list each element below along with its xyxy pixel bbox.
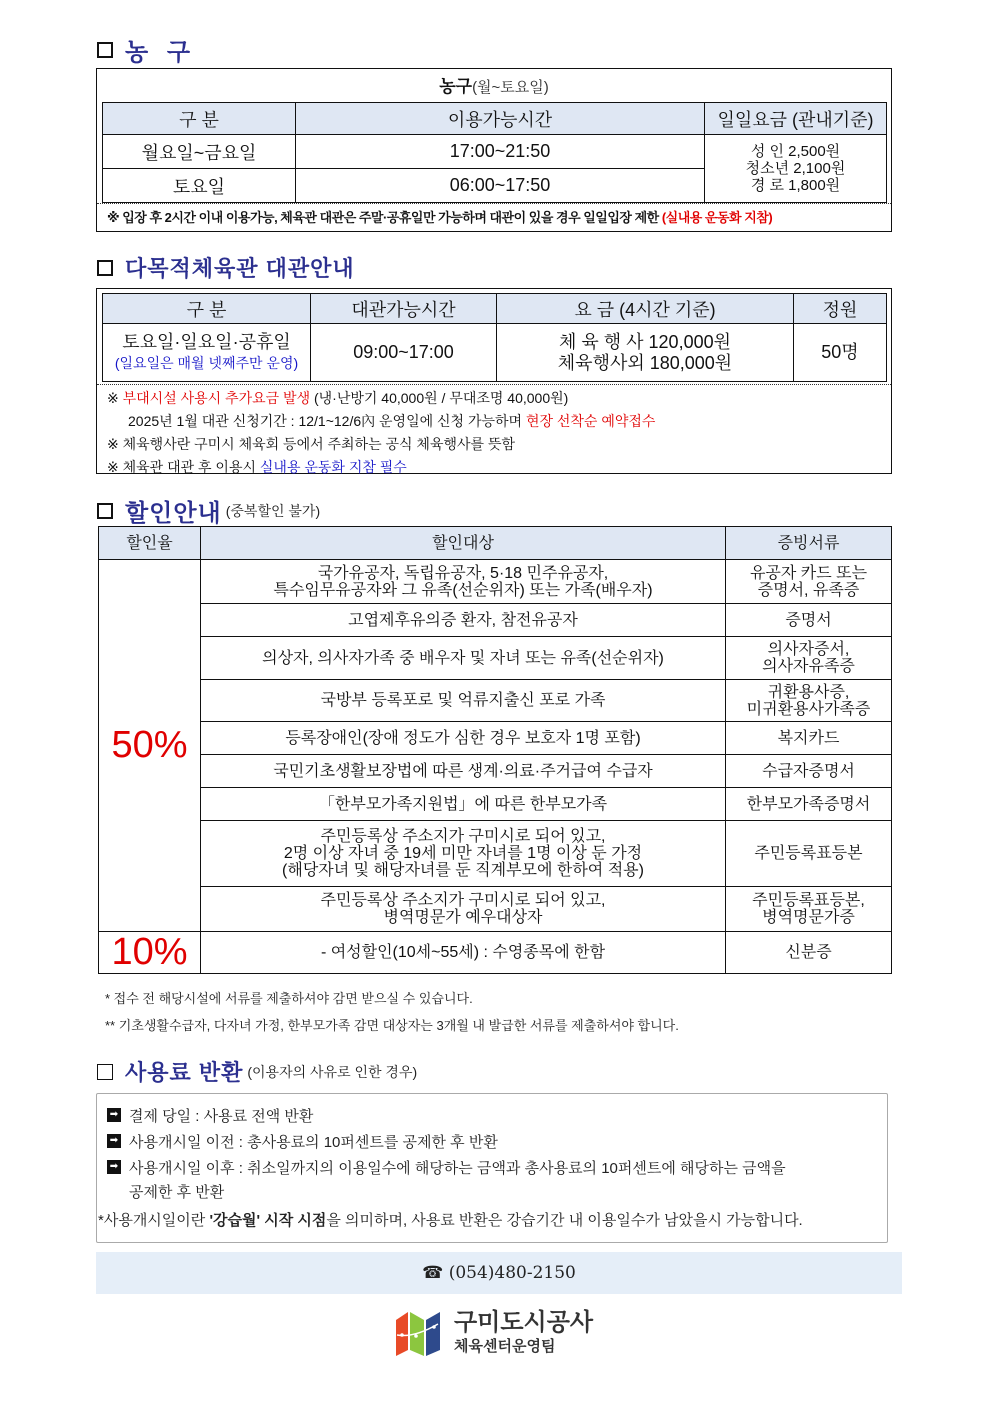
- header-category: 구 분: [103, 103, 296, 135]
- phone-icon: ☎: [422, 1263, 444, 1283]
- fee-cell: 성 인 2,500원 청소년 2,100원 경 로 1,800원: [705, 135, 887, 203]
- doc-cell: [726, 887, 892, 932]
- cell-text: 의상자, 의사자가족 중 배우자 및 자녀 또는 유족(선순위자): [262, 649, 664, 667]
- section-title-rental: 다목적체육관 대관안내: [97, 252, 355, 283]
- section-title-basketball: 농 구: [97, 32, 196, 67]
- discount-footnotes: * 접수 전 해당시설에 서류를 제출하셔야 감면 받으실 수 있습니다. ** 기초생활수급자, 다자녀 가정, 한부모가족 감면 대상자는 3개월 내 발급한 서류를 제출하셔야 합니다.: [105, 991, 679, 1033]
- section-title-discount: 할인안내 (중복할인 불가): [97, 493, 320, 528]
- row-day: 토요일: [103, 169, 296, 203]
- cell-text: 국방부 등록포로 및 억류지출신 포로 가족: [320, 692, 606, 709]
- cell-text: 수급자증명서: [762, 762, 855, 780]
- cell-text: 주민등록상 주소지가 구미시로 되어 있고, 병역명문가 예우대상자: [320, 892, 606, 926]
- doc-cell: [726, 604, 892, 637]
- target-cell: - 여성할인(10세~55세) : 수영종목에 한함: [201, 932, 726, 974]
- rental-table: [102, 293, 887, 382]
- header-rate: 할인율: [99, 527, 201, 560]
- rental-day-cell: 토요일·일요일·공휴일 (일요일은 매월 넷째주만 운영): [103, 324, 311, 382]
- refund-box: ➡ 결제 당일 : 사용료 전액 반환 ➡ 사용개시일 이전 : 총사용료의 10퍼센트를 공제한 후 반환 ➡ 사용개시일 이후 : 취소일까지의 이용일수에 해당하는 금액과 총사용료의 10퍼센트에 해당하는 금액을 공제한 후 반환 *사용개시일이란 '강습월' 시작 시점을 의미하며, 사용료 반환은 강습기간 내 이용일수가 남았을시 가능합니다.: [96, 1093, 888, 1243]
- rental-time: 09:00~17:00: [311, 324, 497, 382]
- header-time: 이용가능시간: [296, 103, 705, 135]
- target-cell: [201, 604, 726, 637]
- basketball-caption: 농구(월~토요일): [439, 77, 549, 96]
- contact-phone-bar: [96, 1252, 902, 1294]
- refund-footnote: *사용개시일이란 '강습월' 시작 시점을 의미하며, 사용료 반환은 강습기간 내 이용일수가 남았을시 가능합니다.: [98, 1212, 803, 1229]
- rental-capacity: 50명: [794, 324, 887, 382]
- cell-text: 국민기초생활보장법에 따른 생계·의료·주거급여 수급자: [273, 762, 653, 780]
- header-time: 대관가능시간: [311, 294, 497, 324]
- refund-item: ➡ 사용개시일 이전 : 총사용료의 10퍼센트를 공제한 후 반환: [107, 1128, 887, 1154]
- target-cell: [201, 560, 726, 604]
- cell-text: 한부모가족증명서: [746, 795, 871, 813]
- cell-text: 등록장애인(장애 정도가 심한 경우 보호자 1명 포함): [285, 729, 641, 747]
- cell-text: 귀환용사증, 미귀환용사가족증: [746, 683, 871, 718]
- team-name: 체육센터운영팀: [454, 1338, 556, 1355]
- rental-box: [96, 288, 892, 474]
- rental-fee-cell: 체 육 행 사 120,000원 체육행사외 180,000원: [497, 324, 794, 382]
- row-day: 월요일~금요일: [103, 135, 296, 169]
- rate-10: 10%: [99, 932, 201, 974]
- discount-table: [98, 526, 892, 974]
- phone-number: (054)480-2150: [448, 1263, 576, 1283]
- cell-text: 주민등록표등본: [754, 845, 863, 862]
- doc-cell: [726, 722, 892, 755]
- target-cell: [201, 722, 726, 755]
- section-title-refund: 사용료 반환 (이용자의 사유로 인한 경우): [97, 1056, 417, 1087]
- basketball-table: [102, 102, 887, 203]
- target-cell: [201, 788, 726, 821]
- arrow-right-icon: ➡: [107, 1134, 121, 1148]
- cell-text: 주민등록표등본, 병역명문가증: [752, 892, 865, 926]
- target-cell: [201, 887, 726, 932]
- org-name: 구미도시공사: [454, 1309, 594, 1336]
- doc-cell: [726, 755, 892, 788]
- target-cell: [201, 680, 726, 722]
- cell-text: 고엽제후유의증 환자, 참전유공자: [348, 611, 578, 629]
- row-time: 17:00~21:50: [296, 135, 705, 169]
- checkbox-square-icon: [97, 260, 113, 276]
- checkbox-square-icon: [97, 42, 113, 58]
- doc-cell: [726, 637, 892, 680]
- target-cell: [201, 755, 726, 788]
- doc-cell: [726, 680, 892, 722]
- refund-item: ➡ 결제 당일 : 사용료 전액 반환: [107, 1102, 887, 1128]
- doc-cell: [726, 821, 892, 887]
- cell-text: 국가유공자, 독립유공자, 5·18 민주유공자, 특수임무유공자와 그 유족(선순위자) 또는 가족(배우자): [273, 564, 653, 599]
- basketball-note: ※ 입장 후 2시간 이내 이용가능, 체육관 대관은 주말·공휴일만 가능하며 대관이 있을 경우 일일입장 제한 (실내용 운동화 지참): [97, 203, 891, 232]
- target-cell: [201, 637, 726, 680]
- target-cell: [201, 821, 726, 887]
- cell-text: 주민등록상 주소지가 구미시로 되어 있고, 2명 이상 자녀 중 19세 미만 자녀를 1명 이상 둔 가정 (해당자녀 및 해당자녀를 둔 직계부모에 한하여 적용): [282, 828, 644, 879]
- row-time: 06:00~17:50: [296, 169, 705, 203]
- rate-50: 50%: [99, 560, 201, 932]
- header-capacity: 정원: [794, 294, 887, 324]
- checkbox-square-icon: [97, 1064, 113, 1080]
- arrow-right-icon: ➡: [107, 1160, 121, 1174]
- header-doc: 증빙서류: [726, 527, 892, 560]
- cell-text: 의사자증서, 의사자유족증: [762, 641, 855, 675]
- refund-item: ➡ 사용개시일 이후 : 취소일까지의 이용일수에 해당하는 금액과 총사용료의 10퍼센트에 해당하는 금액을: [107, 1154, 887, 1180]
- cell-text: 증명서: [785, 611, 832, 629]
- gumi-logo-icon: [394, 1308, 444, 1358]
- header-fee: 요 금 (4시간 기준): [497, 294, 794, 324]
- cell-text: 「한부모가족지원법」에 따른 한부모가족: [318, 795, 608, 813]
- cell-text: 복지카드: [777, 729, 840, 747]
- logo: [394, 1308, 593, 1358]
- doc-cell: 신분증: [726, 932, 892, 974]
- basketball-box: [96, 68, 892, 232]
- arrow-right-icon: ➡: [107, 1108, 121, 1122]
- header-category: 구 분: [103, 294, 311, 324]
- rental-notes: ※ 부대시설 사용시 추가요금 발생 (냉·난방기 40,000원 / 무대조명 40,000원) 2025년 1월 대관 신청기간 : 12/1~12/6內 운영일에 신청 가능하며 현장 선착순 예약접수 ※ 체육행사란 구미시 체육회 등에서 주최하는 공식 체육행사를 뜻함 ※ 체육관 대관 후 이용시 실내용 운동화 지참 필수: [97, 384, 891, 479]
- header-target: 할인대상: [201, 527, 726, 560]
- checkbox-square-icon: [97, 503, 113, 519]
- doc-cell: [726, 788, 892, 821]
- cell-text: 유공자 카드 또는 증명서, 유족증: [749, 564, 868, 599]
- header-fee: 일일요금 (관내기준): [705, 103, 887, 135]
- doc-cell: [726, 560, 892, 604]
